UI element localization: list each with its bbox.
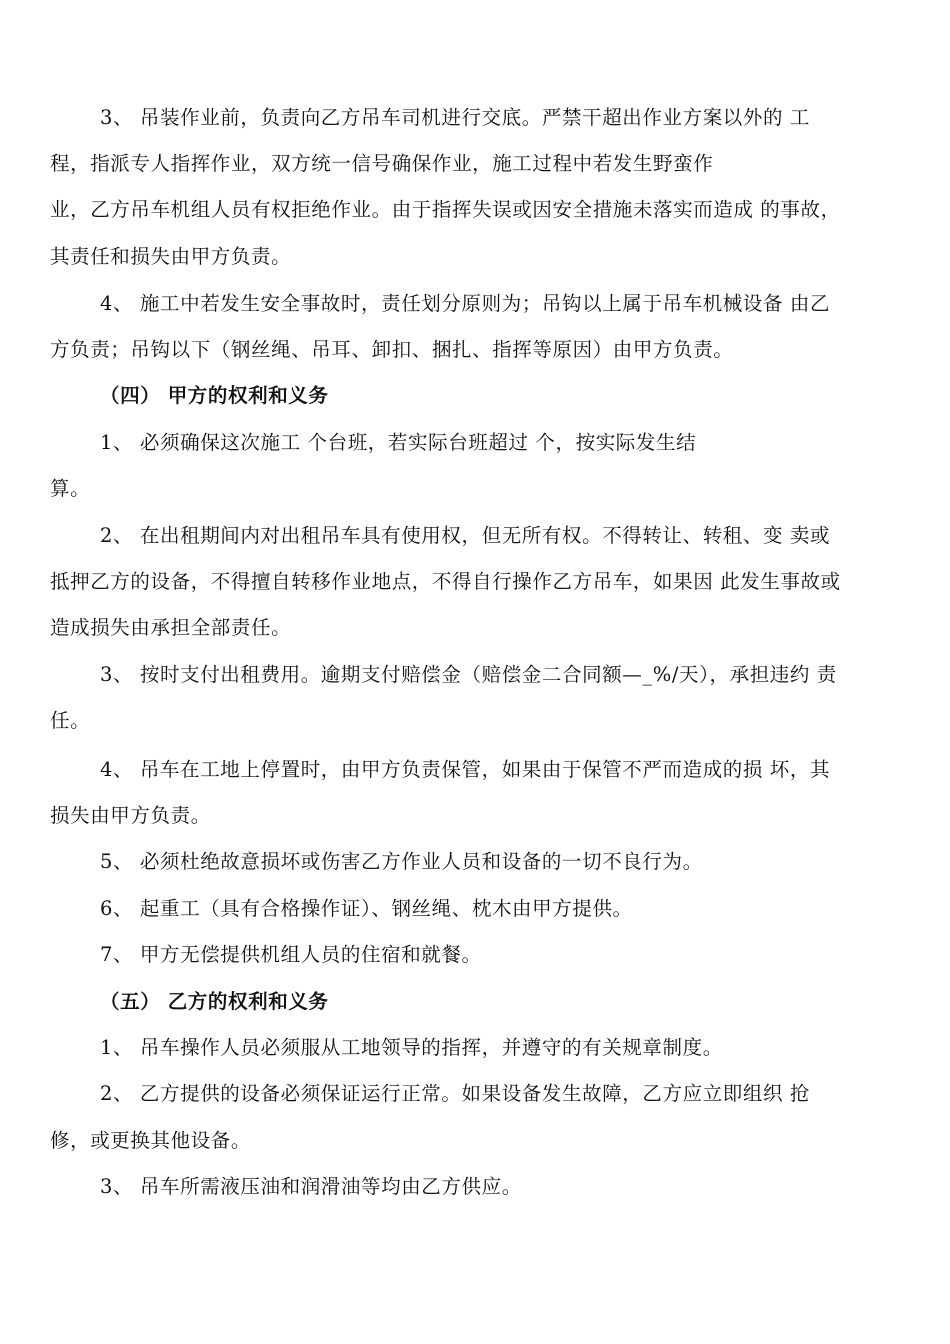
text-line: 修，或更换其他设备。 xyxy=(50,1129,252,1152)
text-line: 业，乙方吊车机组人员有权拒绝作业。由于指挥失误或因安全措施未落实而造成 的事故， xyxy=(50,198,841,221)
text-line: 4、 吊车在工地上停置时，由甲方负责保管，如果由于保管不严而造成的损 坏，其 xyxy=(100,758,831,781)
section-heading-4: （四） 甲方的权利和义务 xyxy=(100,384,329,407)
text-line: 方负责；吊钩以下（钢丝绳、吊耳、卸扣、捆扎、指挥等原因）由甲方负责。 xyxy=(50,338,734,361)
text-line: 1、 吊车操作人员必须服从工地领导的指挥，并遵守的有关规章制度。 xyxy=(100,1036,723,1059)
text-line: 1、 必须确保这次施工 个台班，若实际台班超过 个，按实际发生结 xyxy=(100,431,697,454)
text-line: 6、 起重工（具有合格操作证）、钢丝绳、枕木由甲方提供。 xyxy=(100,897,633,920)
text-line: 2、 乙方提供的设备必须保证运行正常。如果设备发生故障，乙方应立即组织 抢 xyxy=(100,1082,811,1105)
text-line: 程，指派专人指挥作业，双方统一信号确保作业，施工过程中若发生野蛮作 xyxy=(50,152,714,175)
section-heading-5: （五） 乙方的权利和义务 xyxy=(100,990,329,1013)
text-line: 抵押乙方的设备，不得擅自转移作业地点，不得自行操作乙方吊车，如果因 此发生事故或 xyxy=(50,570,841,593)
text-line: 任。 xyxy=(50,709,91,732)
text-line: 7、 甲方无偿提供机组人员的住宿和就餐。 xyxy=(100,943,482,966)
text-line: 损失由甲方负责。 xyxy=(50,804,211,827)
text-line: 3、 吊装作业前，负责向乙方吊车司机进行交底。严禁干超出作业方案以外的 工 xyxy=(100,106,811,129)
text-line: 2、 在出租期间内对出租吊车具有使用权，但无所有权。不得转让、转租、变 卖或 xyxy=(100,524,831,547)
text-line: 3、 按时支付出租费用。逾期支付赔偿金（赔偿金二合同额—_%/天），承担违约 责 xyxy=(100,663,837,686)
text-line: 算。 xyxy=(50,477,91,500)
text-line: 造成损失由承担全部责任。 xyxy=(50,616,292,639)
text-line: 3、 吊车所需液压油和润滑油等均由乙方供应。 xyxy=(100,1175,522,1198)
text-line: 5、 必须杜绝故意损坏或伤害乙方作业人员和设备的一切不良行为。 xyxy=(100,850,703,873)
text-line: 4、 施工中若发生安全事故时，责任划分原则为；吊钩以上属于吊车机械设备 由乙 xyxy=(100,292,831,315)
text-line: 其责任和损失由甲方负责。 xyxy=(50,245,292,268)
